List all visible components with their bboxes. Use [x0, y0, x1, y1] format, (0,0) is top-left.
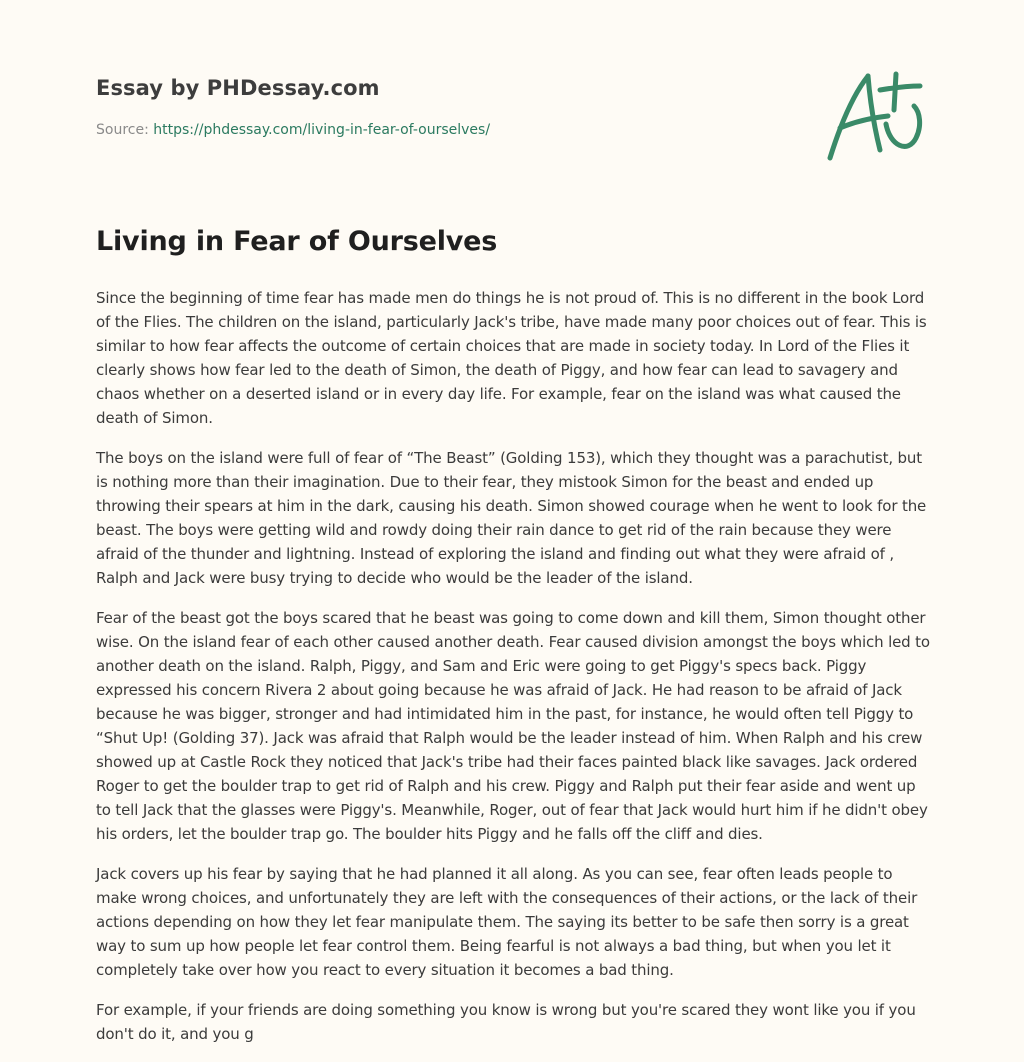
essay-body — [96, 286, 930, 1062]
site-title: Essay by PHDessay.com — [96, 76, 380, 100]
source-line — [96, 122, 696, 138]
essay-paragraph: For example, if your friends are doing something you know is wrong but you're scared they wont like you if you don't do it, and you g — [96, 1001, 916, 1043]
essay-paragraph: Jack covers up his fear by saying that he had planned it all along. As you can see, fear often leads people to make wrong choices, and unfortunately they are left with the consequences of their actions, or the lack of their actions depending on how they let fear manipulate them. The saying its better to be safe then sorry is a great way to sum up how people let fear control them. Being fearful is not always a bad thing, but when you let it completely take over how you react to every situation it becomes a bad thing. — [96, 865, 918, 979]
essay-paragraph: Fear of the beast got the boys scared that he beast was going to come down and kill them, Simon thought other wise. On the island fear of each other caused another death. Fear caused division amongst the boys which led to another death on the island. Ralph, Piggy, and Sam and Eric were going to get Piggy's specs back. Piggy expressed his concern Rivera 2 about going because he was afraid of Jack. He had reason to be afraid of Jack because he was bigger, stronger and had intimidated him in the past, for instance, he would often tell Piggy to “Shut Up! (Golding 37). Jack was afraid that Ralph would be the leader instead of him. When Ralph and his crew showed up at Castle Rock they noticed that Jack's tribe had their faces painted black like savages. Jack ordered Roger to get the boulder trap to get rid of Ralph and his crew. Piggy and Ralph put their fear aside and went up to tell Jack that the glasses were Piggy's. Meanwhile, Roger, out of fear that Jack would hurt him if he didn't obey his orders, let the boulder trap go. The boulder hits Piggy and he falls off the cliff and dies. — [96, 609, 930, 843]
page-header — [96, 76, 696, 138]
a-plus-icon — [822, 66, 932, 166]
source-label: Source: — [96, 122, 154, 138]
essay-paragraph: Since the beginning of time fear has made men do things he is not proud of. This is no different in the book Lord of the Flies. The children on the island, particularly Jack's tribe, have made many poor choices out of fear. This is similar to how fear affects the outcome of certain choices that are made in society today. In Lord of the Flies it clearly shows how fear led to the death of Simon, the death of Piggy, and how fear can lead to savagery and chaos whether on a deserted island or in every day life. For example, fear on the island was what caused the death of Simon. — [96, 289, 927, 427]
essay-title: Living in Fear of Ourselves — [96, 226, 498, 257]
source-link[interactable]: https://phdessay.com/living-in-fear-of-ourselves/ — [153, 122, 491, 138]
essay-paragraph: The boys on the island were full of fear of “The Beast” (Golding 153), which they thought was a parachutist, but is nothing more than their imagination. Due to their fear, they mistook Simon for the beast and ended up throwing their spears at him in the dark, causing his death. Simon showed courage when he went to look for the beast. The boys were getting wild and rowdy doing their rain dance to get rid of the rain because they were afraid of the thunder and lightning. Instead of exploring the island and finding out what they were afraid of , Ralph and Jack were busy trying to decide who would be the leader of the island. — [96, 449, 927, 587]
